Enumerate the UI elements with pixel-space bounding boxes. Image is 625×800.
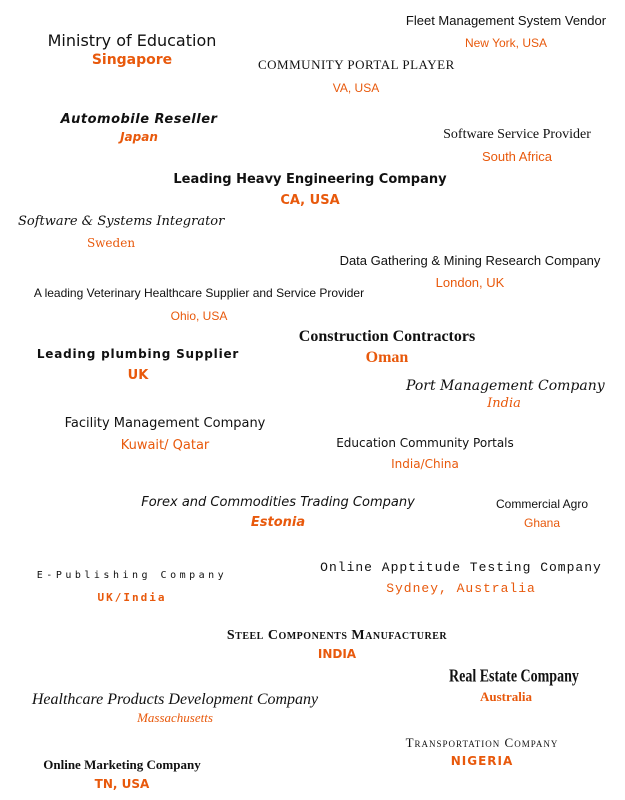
client-location: Kuwait/ Qatar bbox=[120, 437, 210, 453]
client-automobile-reseller bbox=[36, 113, 242, 144]
client-name: A leading Veterinary Healthcare Supplier and Service Provider bbox=[33, 286, 365, 300]
client-location: TN, USA bbox=[94, 776, 150, 791]
client-name: Real Estate Company bbox=[449, 667, 579, 687]
client-name: Automobile Reseller bbox=[60, 112, 218, 127]
client-location: Japan bbox=[120, 129, 158, 144]
client-name: Leading plumbing Supplier bbox=[36, 347, 240, 361]
client-location: VA, USA bbox=[332, 80, 380, 95]
client-name: Data Gathering & Mining Research Company bbox=[339, 253, 601, 268]
client-e-publishing bbox=[20, 570, 244, 604]
client-location: India bbox=[487, 396, 521, 412]
client-education-community-portals bbox=[326, 437, 524, 471]
client-healthcare-products bbox=[8, 691, 342, 726]
client-location: Oman bbox=[365, 349, 409, 367]
client-location: INDIA bbox=[317, 647, 357, 662]
client-transportation bbox=[374, 736, 590, 768]
client-name: Fleet Management System Vendor bbox=[405, 13, 607, 28]
client-name: Ministry of Education bbox=[47, 31, 217, 50]
client-location: Ohio, USA bbox=[170, 308, 228, 323]
client-location: Australia bbox=[480, 689, 532, 705]
client-location: UK/India bbox=[97, 590, 167, 604]
client-name: Education Community Portals bbox=[336, 436, 514, 450]
client-location: New York, USA bbox=[464, 35, 548, 50]
client-name: E-Publishing Company bbox=[36, 570, 228, 581]
client-community-portal-player bbox=[258, 58, 454, 95]
client-construction-contractors bbox=[285, 328, 489, 368]
client-location: Singapore bbox=[91, 52, 173, 69]
client-location: UK bbox=[127, 367, 149, 383]
client-commercial-agro bbox=[492, 498, 592, 530]
client-name: Transportation Company bbox=[405, 735, 559, 750]
client-name: Commercial Agro bbox=[495, 497, 589, 511]
client-steel-components bbox=[200, 628, 474, 661]
client-systems-integrator bbox=[18, 214, 225, 250]
client-forex-trading bbox=[124, 496, 432, 531]
client-location: NIGERIA bbox=[450, 753, 514, 768]
client-fleet-management-vendor bbox=[402, 14, 610, 50]
client-aptitude-testing bbox=[312, 561, 610, 597]
client-ministry-of-education bbox=[40, 32, 224, 69]
client-location: Ghana bbox=[523, 515, 561, 530]
client-location: India/China bbox=[391, 456, 459, 471]
client-location: South Africa bbox=[481, 149, 553, 165]
client-facility-management bbox=[58, 417, 272, 454]
client-heavy-engineering bbox=[170, 173, 450, 209]
client-name: Steel Components Manufacturer bbox=[226, 628, 448, 643]
client-online-marketing bbox=[28, 758, 216, 791]
client-plumbing-supplier bbox=[16, 348, 260, 383]
client-port-management bbox=[406, 378, 605, 412]
client-location: CA, USA bbox=[280, 192, 340, 208]
client-name: Construction Contractors bbox=[298, 328, 476, 345]
client-location: Massachusetts bbox=[137, 710, 213, 726]
client-name: Facility Management Company bbox=[64, 416, 266, 431]
client-name: Software & Systems Integrator bbox=[18, 214, 225, 229]
client-name: Online Apptitude Testing Company bbox=[320, 560, 602, 575]
client-real-estate bbox=[449, 667, 579, 705]
client-name: Healthcare Products Development Company bbox=[31, 691, 319, 708]
client-location: Estonia bbox=[250, 514, 306, 530]
client-name: Forex and Commodities Trading Company bbox=[141, 495, 415, 510]
client-name: Software Service Provider bbox=[443, 127, 591, 142]
client-name: COMMUNITY PORTAL PLAYER bbox=[258, 57, 455, 72]
client-location: Sydney, Australia bbox=[386, 580, 536, 596]
client-location: London, UK bbox=[435, 274, 505, 290]
client-software-service-provider bbox=[424, 127, 610, 165]
client-veterinary-healthcare bbox=[25, 287, 373, 323]
client-name: Port Management Company bbox=[406, 378, 605, 394]
client-name: Leading Heavy Engineering Company bbox=[173, 172, 447, 187]
client-data-mining-research bbox=[332, 254, 608, 291]
client-location: Sweden bbox=[86, 235, 136, 250]
client-name: Online Marketing Company bbox=[43, 757, 201, 772]
